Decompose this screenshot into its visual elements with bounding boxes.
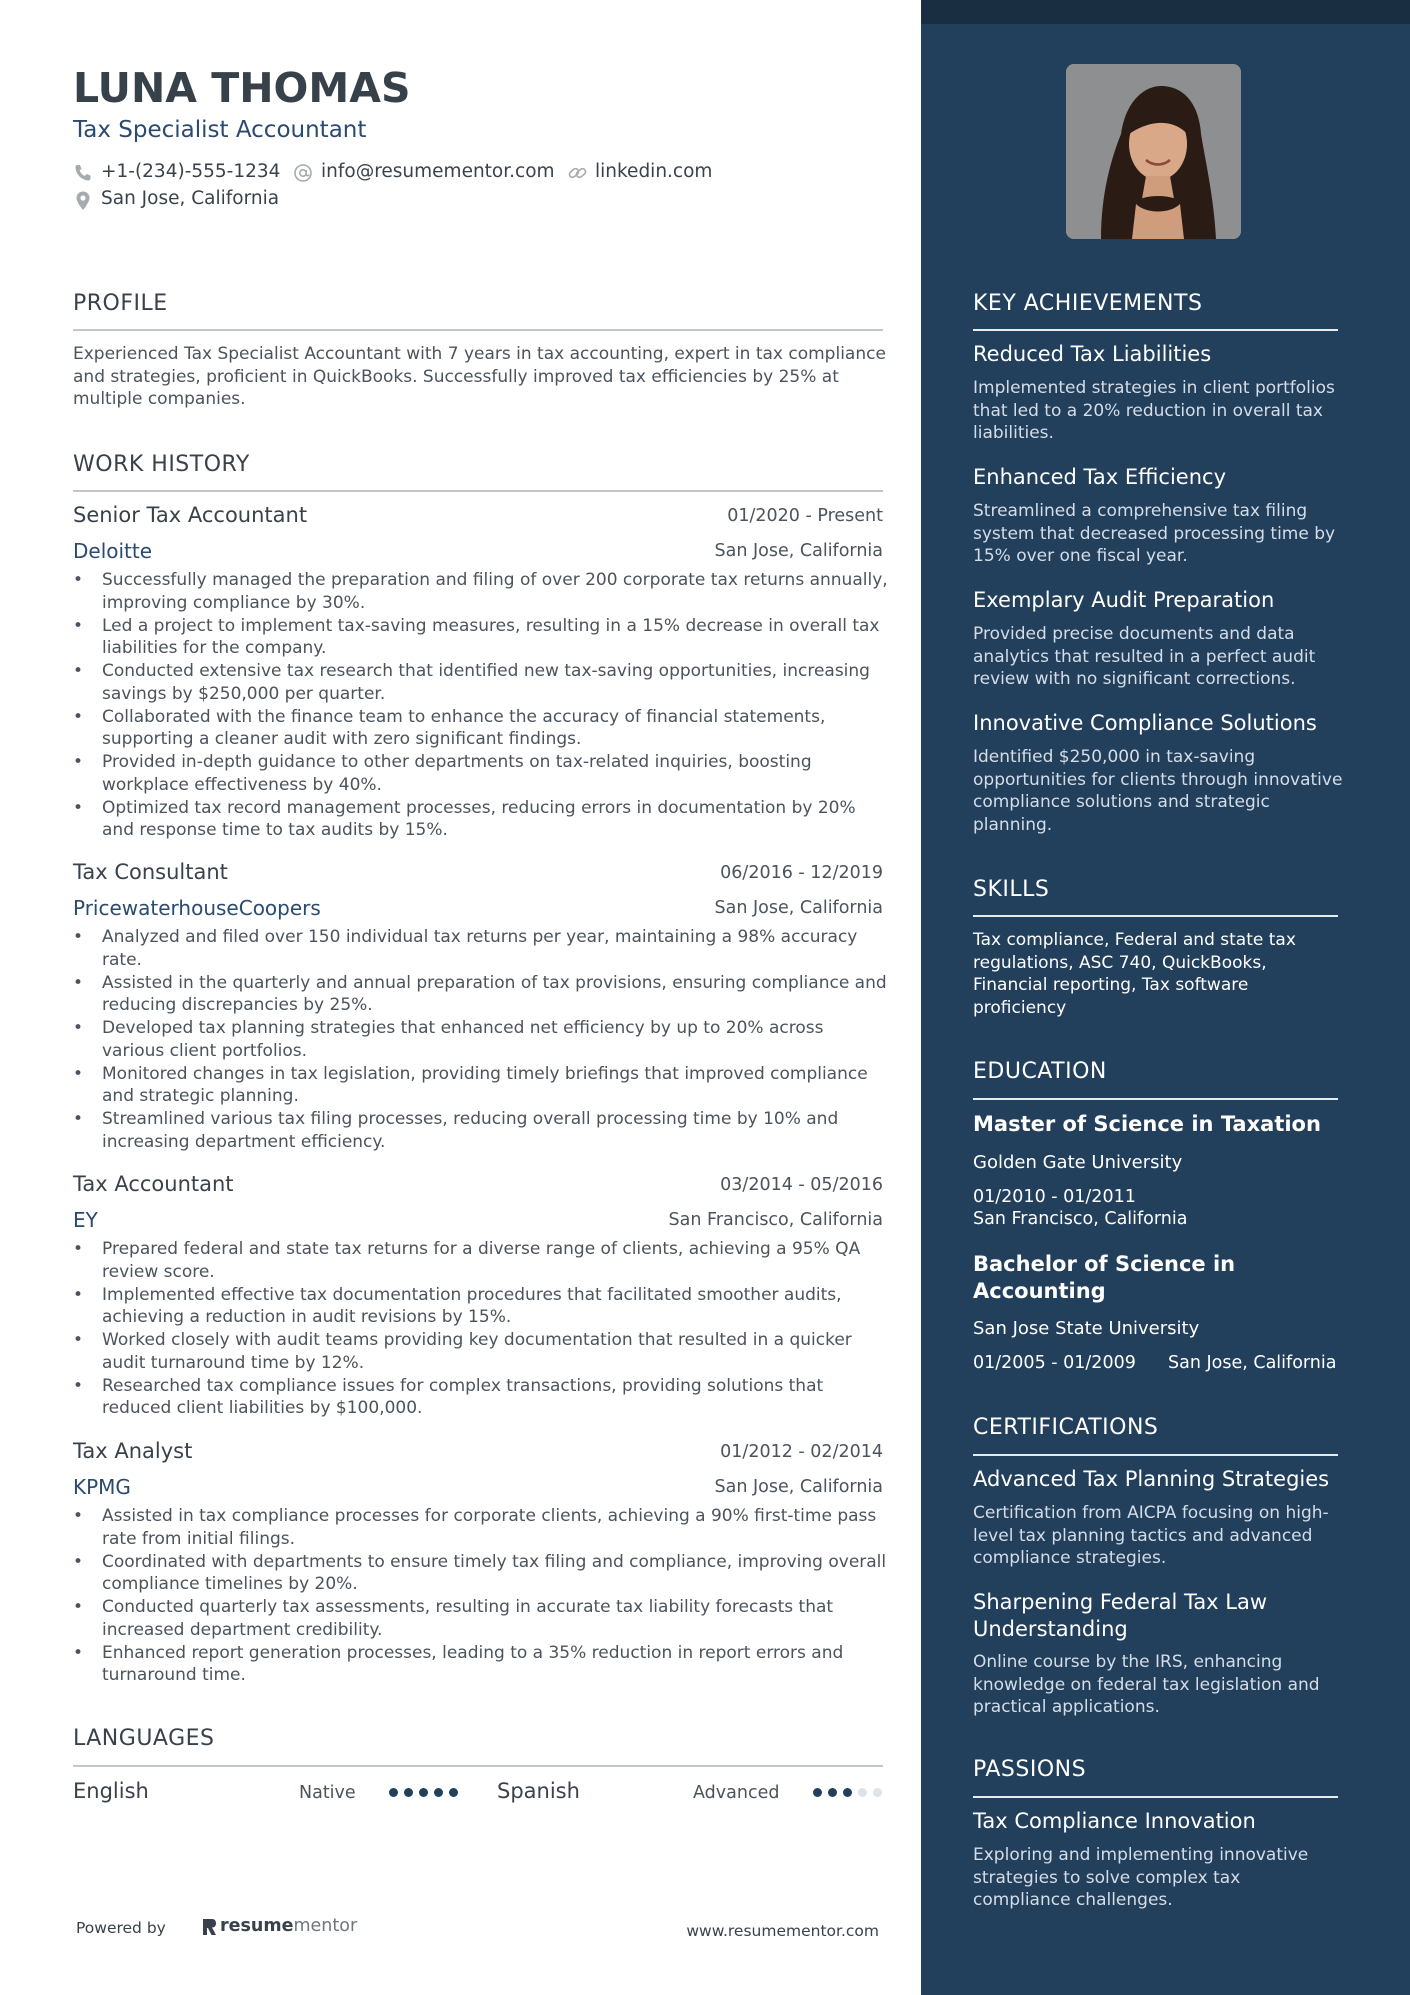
achievements-divider bbox=[973, 329, 1338, 331]
job-bullet: • Assisted in tax compliance processes for corporate clients, achieving a 90% first-time pass rate from initial filings. bbox=[73, 1505, 888, 1550]
job-bullet: • Optimized tax record management processes, reducing errors in documentation by 20% and response time to tax audits by 15%. bbox=[73, 797, 888, 842]
job-bullet: • Assisted in the quarterly and annual preparation of tax provisions, ensuring compliance and reducing discrepancies by 25%. bbox=[73, 972, 888, 1017]
job-bullets bbox=[73, 569, 888, 842]
job-location: San Jose, California bbox=[714, 898, 883, 918]
education-location: San Jose, California bbox=[1168, 1353, 1337, 1373]
link-icon bbox=[567, 163, 589, 183]
contact-linkedin bbox=[567, 161, 717, 185]
contact-email bbox=[293, 161, 553, 185]
achievement-text: Implemented strategies in client portfolios that led to a 20% reduction in overall tax liabilities. bbox=[973, 378, 1335, 443]
certifications-divider bbox=[973, 1454, 1338, 1456]
job-bullet: • Worked closely with audit teams providing key documentation that resulted in a quicker audit turnaround time by 12%. bbox=[73, 1329, 888, 1374]
rating-dot-filled bbox=[813, 1788, 822, 1797]
profile-divider bbox=[73, 329, 883, 331]
linkedin-link[interactable]: linkedin.com bbox=[595, 161, 713, 182]
profile-photo bbox=[1066, 64, 1241, 239]
certification-title: Advanced Tax Planning Strategies bbox=[973, 1467, 1330, 1491]
passions-heading: PASSIONS bbox=[973, 1757, 1087, 1782]
degree-title: Bachelor of Science in Accounting bbox=[973, 1252, 1236, 1303]
job-location: San Jose, California bbox=[714, 1477, 883, 1497]
job-bullet: • Conducted quarterly tax assessments, resulting in accurate tax liability forecasts that increased department credibility. bbox=[73, 1596, 888, 1641]
education-divider bbox=[973, 1098, 1338, 1100]
candidate-title: Tax Specialist Accountant bbox=[73, 117, 367, 143]
job-bullet: • Analyzed and filed over 150 individual tax returns per year, maintaining a 98% accuracy rate. bbox=[73, 926, 888, 971]
contact-location bbox=[73, 188, 323, 212]
job-bullet: • Developed tax planning strategies that enhanced net efficiency by up to 20% across various client portfolios. bbox=[73, 1017, 888, 1062]
passion-title: Tax Compliance Innovation bbox=[973, 1809, 1256, 1833]
languages-divider bbox=[73, 1765, 883, 1767]
job-title: Tax Accountant bbox=[73, 1172, 234, 1196]
sidebar bbox=[921, 0, 1410, 1995]
job-location: San Francisco, California bbox=[668, 1210, 883, 1230]
education-dates: 01/2005 - 01/2009 bbox=[973, 1353, 1136, 1373]
job-bullets bbox=[73, 1505, 888, 1687]
skills-divider bbox=[973, 915, 1338, 917]
job-bullet: • Provided in-depth guidance to other departments on tax-related inquiries, boosting workplace effectiveness by 40%. bbox=[73, 751, 888, 796]
job-bullet: • Conducted extensive tax research that identified new tax-saving opportunities, increasing savings by $250,000 per quarter. bbox=[73, 660, 888, 705]
job-bullet: • Coordinated with departments to ensure timely tax filing and compliance, improving overall compliance timelines by 20%. bbox=[73, 1551, 888, 1596]
job-dates: 01/2012 - 02/2014 bbox=[720, 1442, 883, 1462]
rating-dot-filled bbox=[404, 1788, 413, 1797]
map-pin-icon bbox=[73, 190, 93, 212]
job-bullet: • Streamlined various tax filing processes, reducing overall processing time by 10% and increasing department efficiency. bbox=[73, 1108, 888, 1153]
location-text: San Jose, California bbox=[101, 188, 280, 209]
certifications-heading: CERTIFICATIONS bbox=[973, 1415, 1159, 1440]
at-sign-icon bbox=[293, 163, 313, 183]
job-dates: 06/2016 - 12/2019 bbox=[720, 863, 883, 883]
rating-dot-filled bbox=[843, 1788, 852, 1797]
language-level: Advanced bbox=[693, 1783, 780, 1803]
rating-dot-filled bbox=[419, 1788, 428, 1797]
powered-by-label: Powered by bbox=[76, 1919, 166, 1937]
achievement-text: Identified $250,000 in tax-saving opportunities for clients through innovative compliance solutions and strategic planning. bbox=[973, 747, 1343, 835]
school-name: Golden Gate University bbox=[973, 1152, 1183, 1173]
job-bullet: • Implemented effective tax documentation procedures that facilitated smoother audits, achieving a reduction in audit revisions by 15%. bbox=[73, 1284, 888, 1329]
job-location: San Jose, California bbox=[714, 541, 883, 561]
rating-dot-empty bbox=[873, 1788, 882, 1797]
languages-heading: LANGUAGES bbox=[73, 1726, 215, 1751]
achievement-title: Innovative Compliance Solutions bbox=[973, 711, 1317, 735]
rating-dot-filled bbox=[434, 1788, 443, 1797]
achievements-heading: KEY ACHIEVEMENTS bbox=[973, 291, 1203, 316]
brand-bold: resume bbox=[220, 1916, 294, 1936]
work-history-heading: WORK HISTORY bbox=[73, 452, 250, 477]
job-bullet: • Monitored changes in tax legislation, providing timely briefings that improved compliance and strategic planning. bbox=[73, 1063, 888, 1108]
passions-divider bbox=[973, 1796, 1338, 1798]
profile-heading: PROFILE bbox=[73, 291, 168, 316]
job-dates: 03/2014 - 05/2016 bbox=[720, 1175, 883, 1195]
company-name: PricewaterhouseCoopers bbox=[73, 896, 321, 920]
company-name: KPMG bbox=[73, 1475, 131, 1499]
achievement-text: Streamlined a comprehensive tax filing system that decreased processing time by 15% over one fiscal year. bbox=[973, 501, 1336, 566]
email-link[interactable]: info@resumementor.com bbox=[321, 161, 555, 182]
rating-dot-filled bbox=[449, 1788, 458, 1797]
rating-dot-empty bbox=[858, 1788, 867, 1797]
brand-light: mentor bbox=[293, 1916, 358, 1936]
contact-phone bbox=[73, 161, 281, 185]
education-dates: 01/2010 - 01/2011 bbox=[973, 1187, 1136, 1207]
degree-title: Master of Science in Taxation bbox=[973, 1112, 1321, 1136]
rating-dot-filled bbox=[389, 1788, 398, 1797]
candidate-name: LUNA THOMAS bbox=[73, 64, 411, 112]
phone-icon bbox=[73, 163, 93, 183]
footer-url[interactable]: www.resumementor.com bbox=[686, 1922, 879, 1940]
achievement-text: Provided precise documents and data analytics that resulted in a perfect audit review with no significant corrections. bbox=[973, 624, 1316, 689]
education-location: San Francisco, California bbox=[973, 1209, 1188, 1229]
certification-title: Sharpening Federal Tax Law Understanding bbox=[973, 1590, 1268, 1641]
skills-list: Tax compliance, Federal and state tax regulations, ASC 740, QuickBooks, Financial reporting, Tax software proficiency bbox=[973, 930, 1296, 1018]
certification-text: Online course by the IRS, enhancing knowledge on federal tax legislation and practical applications. bbox=[973, 1652, 1320, 1717]
resumementor-logo bbox=[220, 1916, 357, 1936]
school-name: San Jose State University bbox=[973, 1318, 1200, 1339]
job-bullet: • Prepared federal and state tax returns for a diverse range of clients, achieving a 95% QA review score. bbox=[73, 1238, 888, 1283]
job-title: Tax Analyst bbox=[73, 1439, 193, 1463]
language-name: Spanish bbox=[497, 1779, 580, 1803]
company-name: Deloitte bbox=[73, 539, 153, 563]
job-title: Senior Tax Accountant bbox=[73, 503, 308, 527]
language-level: Native bbox=[299, 1783, 356, 1803]
company-name: EY bbox=[73, 1208, 98, 1232]
achievement-title: Reduced Tax Liabilities bbox=[973, 342, 1212, 366]
job-bullet: • Researched tax compliance issues for complex transactions, providing solutions that reduced client liabilities by $100,000. bbox=[73, 1375, 888, 1420]
phone-text: +1-(234)-555-1234 bbox=[101, 161, 281, 182]
language-name: English bbox=[73, 1779, 149, 1803]
job-bullets bbox=[73, 926, 888, 1154]
achievement-title: Exemplary Audit Preparation bbox=[973, 588, 1275, 612]
certification-text: Certification from AICPA focusing on high-level tax planning tactics and advanced compliance strategies. bbox=[973, 1503, 1329, 1568]
skills-heading: SKILLS bbox=[973, 877, 1050, 902]
job-bullet: • Collaborated with the finance team to enhance the accuracy of financial statements, supporting a cleaner audit with zero significant findings. bbox=[73, 706, 888, 751]
avatar-portrait bbox=[1066, 64, 1241, 239]
profile-summary: Experienced Tax Specialist Accountant with 7 years in tax accounting, expert in tax compliance and strategies, proficient in QuickBooks. Successfully improved tax efficiencies by 25% at multiple companies. bbox=[73, 344, 886, 409]
job-bullet: • Led a project to implement tax-saving measures, resulting in a 15% decrease in overall tax liabilities for the company. bbox=[73, 615, 888, 660]
passion-text: Exploring and implementing innovative strategies to solve complex tax compliance challenges. bbox=[973, 1845, 1309, 1910]
job-bullet: • Successfully managed the preparation and filing of over 200 corporate tax returns annually, improving compliance by 30%. bbox=[73, 569, 888, 614]
job-bullets bbox=[73, 1238, 888, 1420]
job-dates: 01/2020 - Present bbox=[727, 506, 883, 526]
sidebar-top-band bbox=[921, 0, 1410, 24]
rating-dot-filled bbox=[828, 1788, 837, 1797]
achievement-title: Enhanced Tax Efficiency bbox=[973, 465, 1227, 489]
resumementor-logo-icon bbox=[200, 1916, 220, 1938]
work-history-divider bbox=[73, 490, 883, 492]
education-heading: EDUCATION bbox=[973, 1059, 1107, 1084]
job-bullet: • Enhanced report generation processes, leading to a 35% reduction in report errors and turnaround time. bbox=[73, 1642, 888, 1687]
job-title: Tax Consultant bbox=[73, 860, 228, 884]
